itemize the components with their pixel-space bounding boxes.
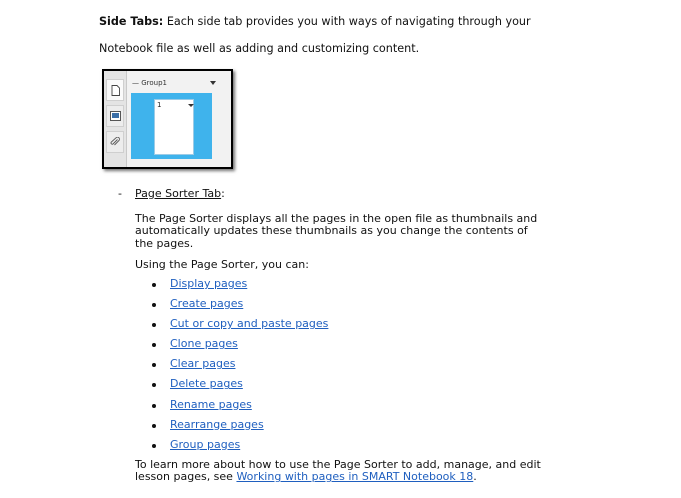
bullet-icon: [152, 303, 156, 307]
cut-copy-paste-pages-link[interactable]: Cut or copy and paste pages: [170, 317, 329, 331]
gallery-icon: [110, 111, 121, 121]
page-sorter-description: The Page Sorter displays all the pages in the open file as thumbnails and automatically updates these thumbnails as you change the contents of the pages.: [135, 212, 538, 250]
section-heading: Page Sorter Tab:: [135, 187, 225, 200]
create-pages-link[interactable]: Create pages: [170, 297, 244, 311]
intro-line-1: [99, 15, 531, 29]
clone-pages-link[interactable]: Clone pages: [170, 337, 238, 351]
page-number: 1: [157, 101, 162, 109]
group-header[interactable]: — Group1: [132, 79, 167, 87]
bullet-icon: [152, 323, 156, 327]
rename-pages-link[interactable]: Rename pages: [170, 397, 252, 411]
side-tabs-label: Side Tabs:: [99, 15, 164, 28]
group-pages-link[interactable]: Group pages: [170, 437, 241, 451]
bullet-icon: [152, 343, 156, 347]
attachment-icon: [110, 137, 120, 147]
bullet-icon: [152, 383, 156, 387]
side-tabs-screenshot: [102, 69, 233, 169]
list-dash: -: [118, 187, 122, 200]
bullet-icon: [152, 283, 156, 287]
page-menu-icon[interactable]: [188, 104, 194, 107]
attachments-tab[interactable]: [106, 131, 124, 153]
page-sorter-lead: Using the Page Sorter, you can:: [135, 258, 309, 271]
bullet-icon: [152, 363, 156, 367]
bullet-icon: [152, 444, 156, 448]
intro-line-2: Notebook file as well as adding and customizing content.: [99, 42, 420, 55]
delete-pages-link[interactable]: Delete pages: [170, 377, 243, 391]
page-sorter-tab[interactable]: [106, 79, 124, 101]
bullet-icon: [152, 424, 156, 428]
intro-text-1: Each side tab provides you with ways of navigating through your: [163, 15, 531, 28]
rearrange-pages-link[interactable]: Rearrange pages: [170, 417, 264, 431]
clear-pages-link[interactable]: Clear pages: [170, 357, 236, 371]
display-pages-link[interactable]: Display pages: [170, 277, 248, 290]
gallery-tab[interactable]: [106, 105, 124, 127]
learn-more-paragraph: To learn more about how to use the Page Sorter to add, manage, and edit lesson pages, see Working with pages in SMART Notebook 18.: [135, 458, 541, 484]
page-icon: [111, 85, 120, 96]
group-dropdown-icon[interactable]: [210, 81, 216, 85]
page-sorter-tab-title: Page Sorter Tab: [135, 187, 222, 200]
working-with-pages-link[interactable]: Working with pages in SMART Notebook 18: [236, 470, 474, 484]
bullet-icon: [152, 404, 156, 408]
